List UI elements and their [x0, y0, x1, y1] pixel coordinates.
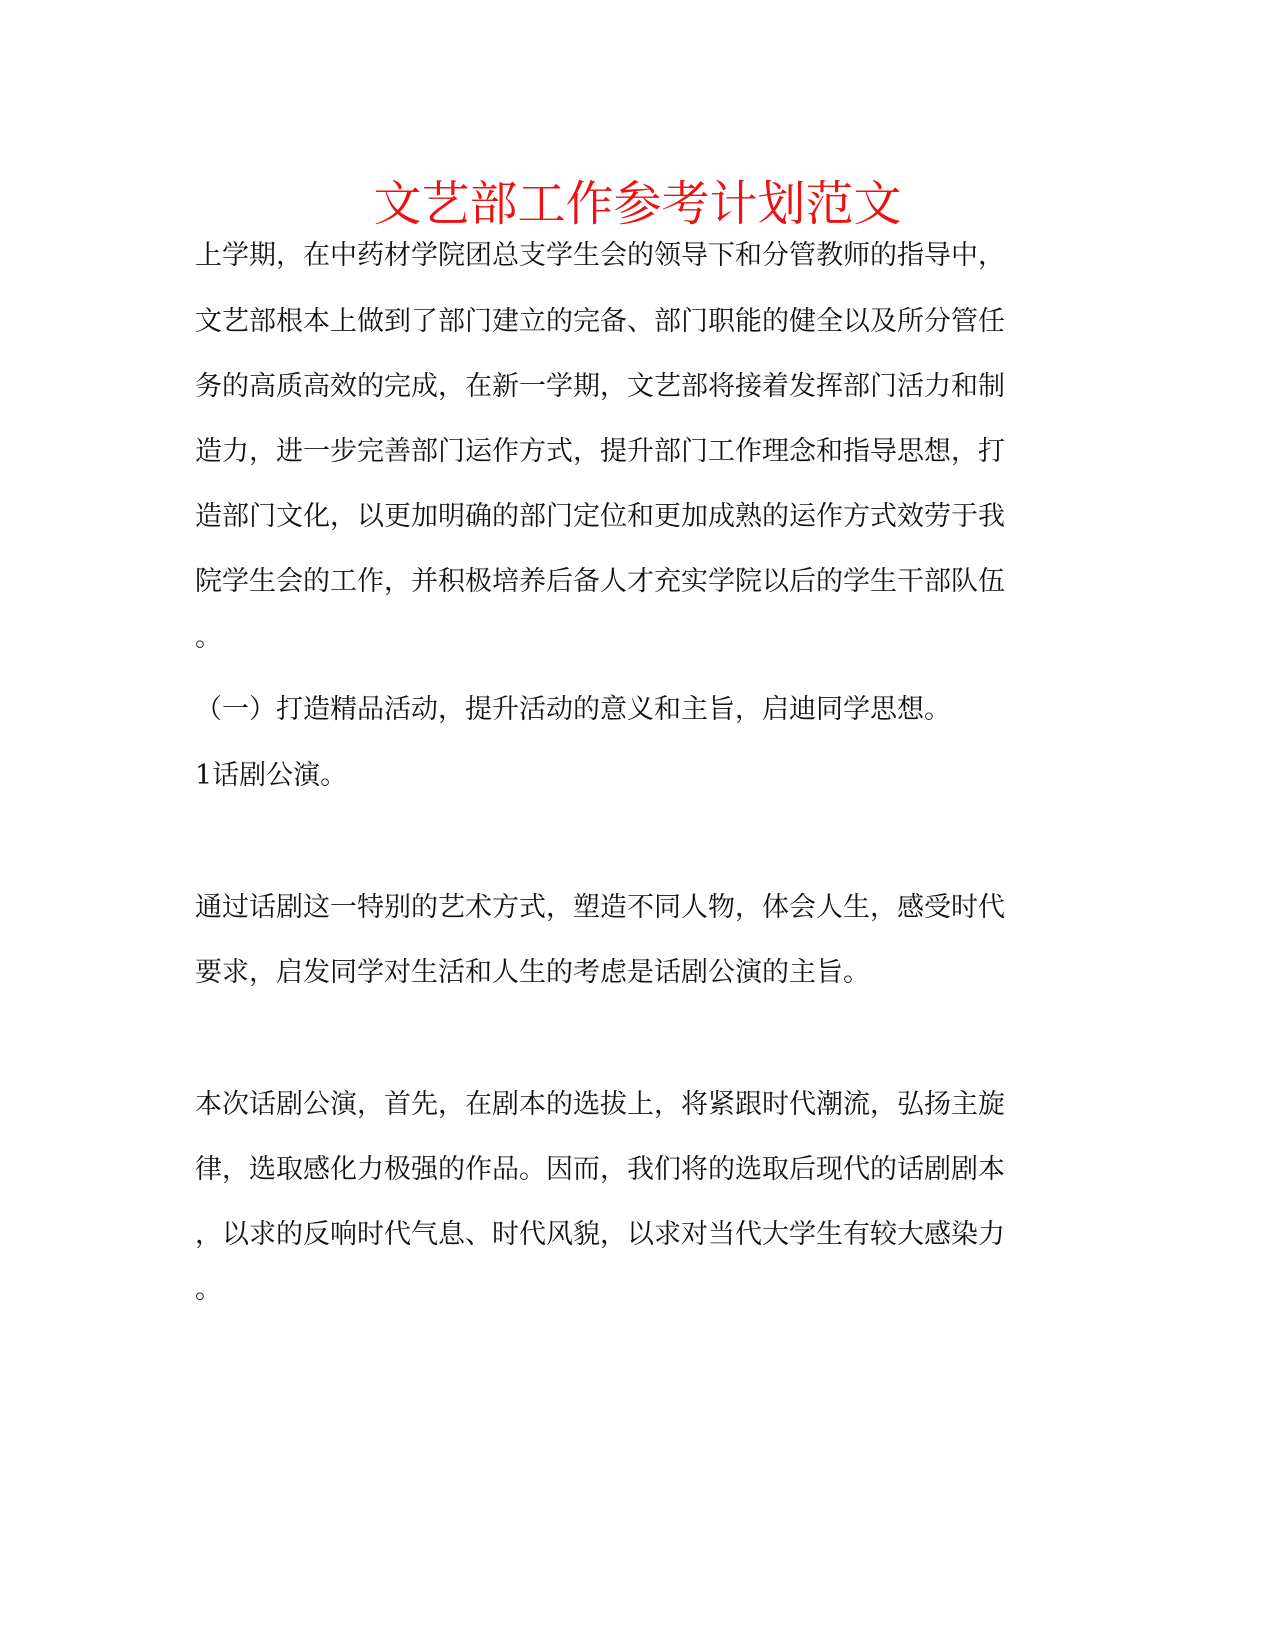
- paragraph-line: 通过话剧这一特别的艺术方式，塑造不同人物，体会人生，感受时代: [195, 892, 1005, 923]
- subsection-heading: 1话剧公演。: [195, 760, 348, 791]
- paragraph-line: 要求，启发同学对生活和人生的考虑是话剧公演的主旨。: [195, 957, 870, 988]
- paragraph-line: 。: [195, 1274, 222, 1305]
- section-heading: （一）打造精品活动，提升活动的意义和主旨，启迪同学思想。: [195, 694, 951, 725]
- paragraph-line: 务的高质高效的完成，在新一学期，文艺部将接着发挥部门活力和制: [195, 371, 1005, 402]
- paragraph-line: 造部门文化，以更加明确的部门定位和更加成熟的运作方式效劳于我: [195, 501, 1005, 532]
- document-title: 文艺部工作参考计划范文: [373, 176, 902, 232]
- paragraph-line: 本次话剧公演，首先，在剧本的选拔上，将紧跟时代潮流，弘扬主旋: [195, 1089, 1005, 1120]
- paragraph-line: 律，选取感化力极强的作品。因而，我们将的选取后现代的话剧剧本: [195, 1154, 1005, 1185]
- paragraph-line: 。: [195, 622, 222, 653]
- paragraph-line: ，以求的反响时代气息、时代风貌，以求对当代大学生有较大感染力: [195, 1219, 1005, 1250]
- paragraph-line: 上学期，在中药材学院团总支学生会的领导下和分管教师的指导中，: [195, 240, 1005, 271]
- paragraph-line: 造力，进一步完善部门运作方式，提升部门工作理念和指导思想，打: [195, 436, 1005, 467]
- paragraph-line: 文艺部根本上做到了部门建立的完备、部门职能的健全以及所分管任: [195, 306, 1005, 337]
- paragraph-line: 院学生会的工作，并积极培养后备人才充实学院以后的学生干部队伍: [195, 566, 1005, 597]
